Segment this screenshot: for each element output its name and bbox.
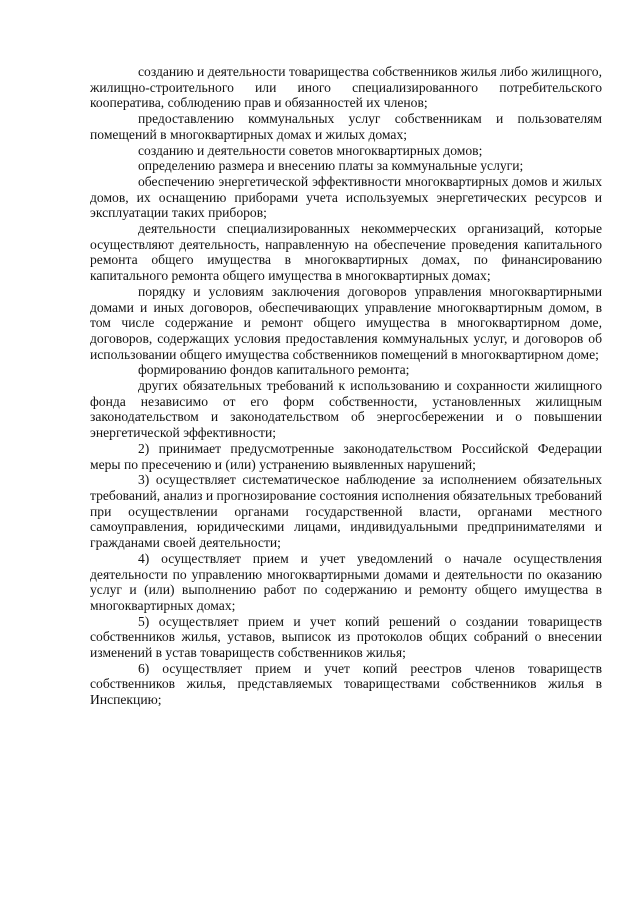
paragraph: созданию и деятельности советов многоквартирных домов; [138, 142, 483, 158]
document-page [90, 64, 602, 708]
paragraph: 4) осуществляет прием и учет уведомлений о начале осуществления деятельности по управлению многоквартирными домами и деятельности по оказанию услуг и (или) выполнению работ по содержанию и ремонту общего имущества в многоквартирных домах; [90, 550, 602, 613]
paragraph: порядку и условиям заключения договоров управления многоквартирными домами и иных договоров, обеспечивающих управление многоквартирным домом, в том числе содержание и ремонт общего имущества в многоквартирном доме, договоров, содержащих условия предоставления коммунальных услуг, и договоров об использовании общего имущества собственников помещений в многоквартирном доме; [90, 283, 602, 362]
paragraph: 3) осуществляет систематическое наблюдение за исполнением обязательных требований, анализ и прогнозирование состояния исполнения обязательных требований при осуществлении органами государственной власти, органами местного самоуправления, юридическими лицами, индивидуальными предпринимателями и гражданами своей деятельности; [90, 472, 602, 551]
paragraph: обеспечению энергетической эффективности многоквартирных домов и жилых домов, их оснащению приборами учета используемых энергетических ресурсов и эксплуатации таких приборов; [90, 173, 602, 221]
paragraph: деятельности специализированных некоммерческих организаций, которые осуществляют деятельность, направленную на обеспечение проведения капитального ремонта общего имущества в многоквартирных домах, по финансированию капитального ремонта общего имущества в многоквартирных домах; [90, 221, 602, 284]
paragraph: предоставлению коммунальных услуг собственникам и пользователям помещений в многоквартирных домах и жилых домах; [90, 111, 602, 142]
paragraph: формированию фондов капитального ремонта; [138, 362, 410, 378]
paragraph: других обязательных требований к использованию и сохранности жилищного фонда независимо от его форм собственности, установленных жилищным законодательством и законодательством об энергосбережении и о повышении энергетической эффективности; [90, 378, 602, 441]
paragraph: 2) принимает предусмотренные законодательством Российской Федерации меры по пресечению и (или) устранению выявленных нарушений; [90, 440, 602, 472]
paragraph: определению размера и внесению платы за коммунальные услуги; [138, 158, 524, 174]
paragraph: 6) осуществляет прием и учет копий реестров членов товариществ собственников жилья, представляемых товариществами собственников жилья в Инспекцию; [90, 660, 602, 708]
paragraph: созданию и деятельности товарищества собственников жилья либо жилищного, жилищно-строительного или иного специализированного потребительского кооператива, соблюдению прав и обязанностей их членов; [90, 64, 602, 111]
paragraph: 5) осуществляет прием и учет копий решений о создании товариществ собственников жилья, уставов, выписок из протоколов общих собраний о внесении изменений в устав товариществ собственников жилья; [90, 613, 602, 661]
